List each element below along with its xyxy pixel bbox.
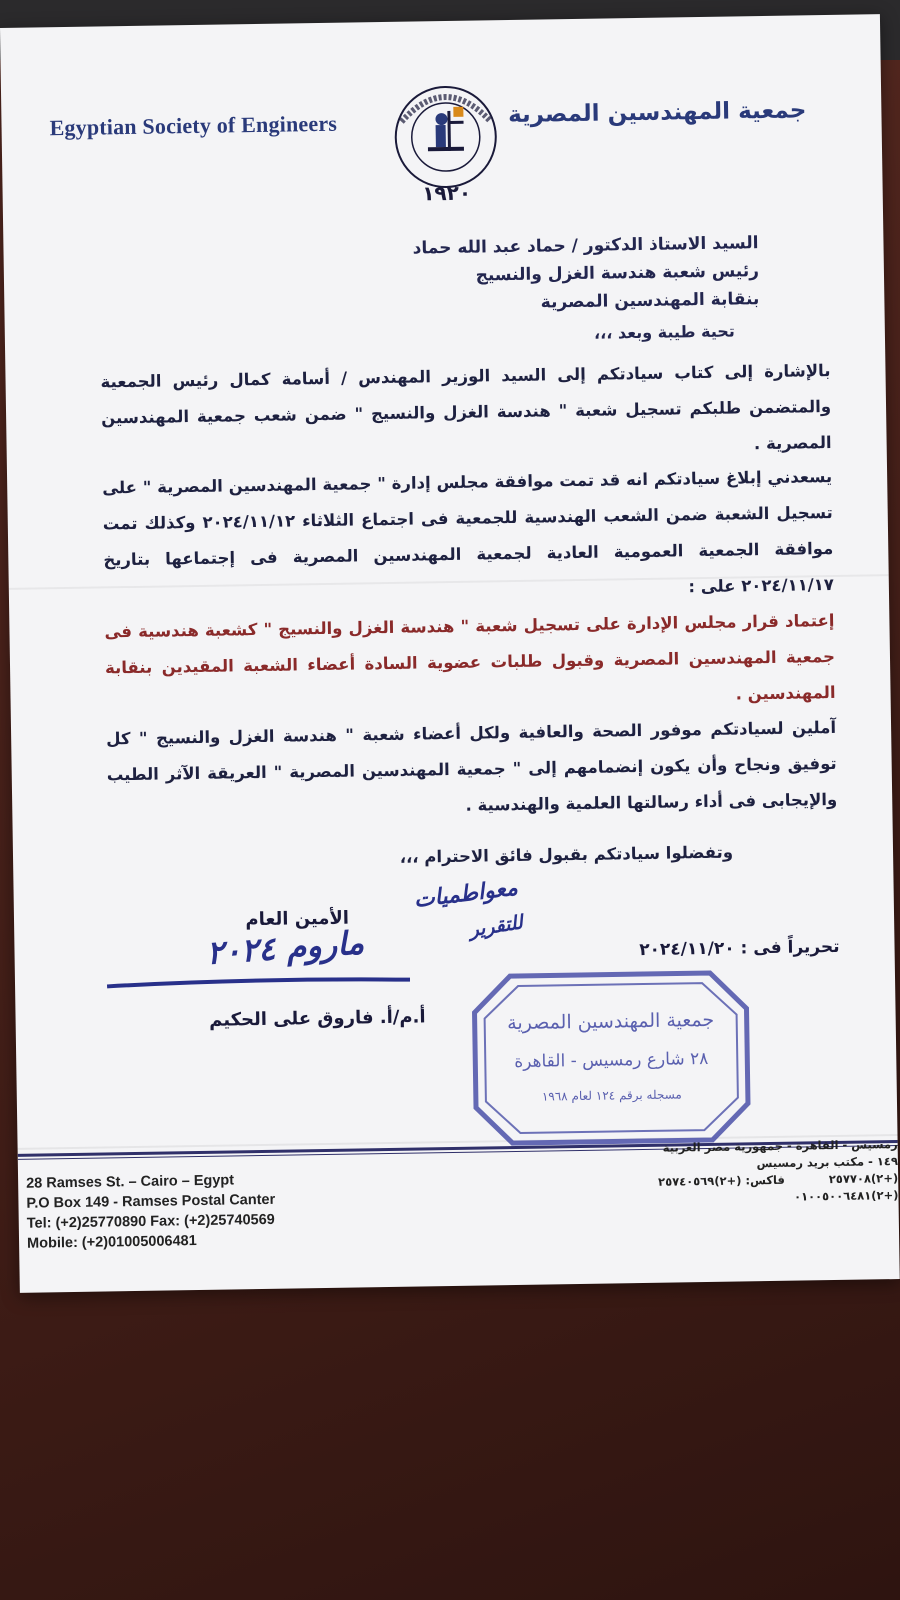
paragraph-1: بالإشارة إلى كتاب سيادتكم إلى السيد الوزير المهندس / أسامة كمال رئيس الجمعية والمتضمن طلبكم تسجيل شعبة " هندسة الغزل والنسيج " ضمن شعب جمعية المهندسين المصرية . xyxy=(100,360,832,454)
signatory-name: أ.م/أ. فاروق على الحكيم xyxy=(208,1006,426,1031)
logo-year: ١٩٢٠ xyxy=(422,180,472,206)
addressee-line-2: رئيس شعبة هندسة الغزل والنسيج xyxy=(475,261,760,286)
footer-address: 28 Ramses St. – Cairo – Egypt xyxy=(26,1172,235,1192)
paragraph-2: يسعدني إبلاغ سيادتكم انه قد تمت موافقة مجلس إدارة " جمعية المهندسين المصرية " على تسجيل الشعبة ضمن الشعب الهندسية للجمعية فى اجتماع الثلاثاء ٢٠٢٤/١١/١٢ وكذلك تمت موافقة الجمعية العمومية العادية لجمعية المهندسين المصرية فى إجتماعها بتاريخ ٢٠٢٤/١١/١٧ على : xyxy=(102,466,834,597)
footer-mobile: Mobile: (+2)01005006481 xyxy=(26,1233,197,1252)
footer-tel-fax: Tel: (+2)25770890 Fax: (+2)25740569 xyxy=(26,1211,275,1232)
stamp-line-1: جمعية المهندسين المصرية xyxy=(507,1008,715,1035)
addressee-line-3: بنقابة المهندسين المصرية xyxy=(540,289,760,313)
footer-po-box: P.O Box 149 - Ramses Postal Canter xyxy=(26,1191,276,1212)
signature-underline xyxy=(105,972,415,997)
handwritten-note: ﻣﻌﻮﺍﻃﻤﻴﺎﺕ xyxy=(412,874,519,913)
signatory-title: الأمين العام xyxy=(245,907,350,931)
letterhead-english-name: Egyptian Society of Engineers xyxy=(49,110,338,141)
footer-arabic xyxy=(657,1136,898,1208)
letterhead-arabic-name: جمعية المهندسين المصرية xyxy=(507,97,807,129)
addressee-line-1: السيد الاستاذ الدكتور / حماد عبد الله حماد xyxy=(412,233,759,259)
footer-ar-mobile: (+٢)٠١٠٠٥٠٠٦٤٨١ xyxy=(793,1188,899,1204)
paragraph-4: آملين لسيادتكم موفور الصحة والعافية ولكل أعضاء شعبة " هندسة الغزل والنسيج " كل توفيق ونجاح وأن يكون إنضمامهم إلى " جمعية المهندسين المصرية " العريقة الآثر الطيب والإيجابى فى أداء رسالتها العلمية والهندسية . xyxy=(106,717,838,815)
footer-ar-po-box: ١٤٩ - مكتب بريد رمسيس xyxy=(756,1154,899,1171)
stamp-line-3: مسجله برقم ١٢٤ لعام ١٩٦٨ xyxy=(541,1087,682,1104)
footer-ar-phone: (+٢)٢٥٧٧٠٨ xyxy=(828,1171,899,1187)
stamp-line-2: ٢٨ شارع رمسيس - القاهرة xyxy=(514,1049,709,1073)
footer-ar-address: رمسيس - القاهرة - جمهورية مصر العربية xyxy=(662,1137,898,1155)
letter-paper xyxy=(0,14,900,1293)
footer-ar-fax: فاكس: (+٢)٢٥٧٤٠٥٦٩ xyxy=(658,1172,785,1189)
paragraph-3-resolution: إعتماد قرار مجلس الإدارة على تسجيل شعبة " هندسة الغزل والنسيج " كشعبة هندسية فى جمعية المهندسين المصرية وقبول طلبات عضوية السادة أعضاء الشعبة المقيدين بنقابة المهندسين . xyxy=(104,610,836,704)
society-logo xyxy=(379,80,513,214)
signature-scrawl: ﻣﺎﺭﻭﻡ ٢٠٢٤ xyxy=(205,923,366,972)
date-line: تحريراً فى : ٢٠٢٤/١١/٢٠ xyxy=(639,936,840,961)
handwritten-note: ﻟﻠﺘﻘﺮﻳﺮ xyxy=(467,911,525,942)
society-stamp xyxy=(470,968,753,1147)
footer-english xyxy=(26,1170,276,1254)
greeting: تحية طيبة وبعد ،،، xyxy=(593,321,735,343)
closing: وتفضلوا سيادتكم بقبول فائق الاحترام ،،، xyxy=(399,842,734,867)
